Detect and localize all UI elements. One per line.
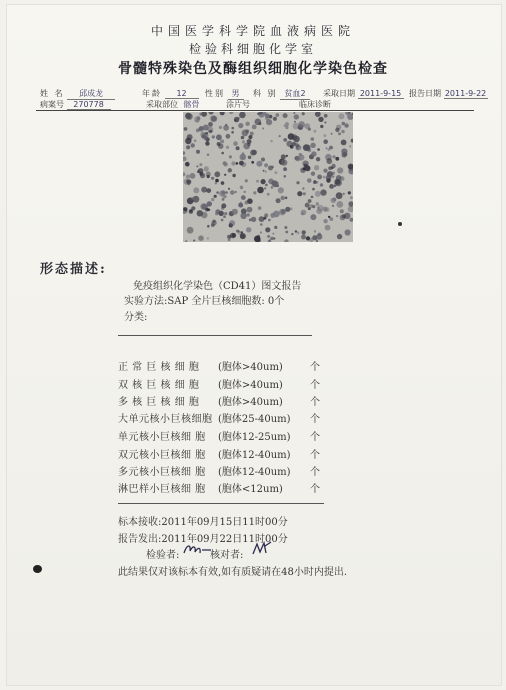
header-divider bbox=[36, 110, 474, 111]
site-label: 采取部位 bbox=[146, 100, 178, 109]
cell-size: (胞体>40um) bbox=[218, 397, 283, 408]
table-row bbox=[118, 428, 320, 443]
site-value: 髂骨 bbox=[183, 100, 200, 109]
department-name: 检验科细胞化学室 bbox=[188, 42, 317, 56]
cell-type: 双元核小巨核细 胞 bbox=[118, 450, 206, 461]
name-value: 邱成龙 bbox=[67, 88, 115, 100]
slide-no-field bbox=[226, 99, 293, 110]
cell-unit: 个 bbox=[310, 414, 320, 425]
cell-unit: 个 bbox=[310, 450, 320, 461]
sample-date-field bbox=[323, 88, 404, 99]
table-row bbox=[118, 376, 320, 391]
cell-unit: 个 bbox=[310, 362, 320, 373]
cell-size: (胞体<12um) bbox=[218, 484, 283, 495]
checker-signature bbox=[251, 540, 273, 560]
report-issued: 报告发出:2011年09月22日11时00分 bbox=[118, 534, 288, 545]
microscopy-image bbox=[183, 112, 353, 242]
sample-received: 标本接收:2011年09月15日11时00分 bbox=[118, 517, 288, 528]
table-row bbox=[118, 463, 320, 478]
cell-unit: 个 bbox=[310, 484, 320, 495]
examiner-signature bbox=[183, 541, 213, 561]
hospital-name: 中国医学科学院血液病医院 bbox=[150, 24, 355, 38]
report-title: 骨髓特殊染色及酶组织细胞化学染色检查 bbox=[118, 61, 388, 77]
table-row bbox=[118, 358, 320, 373]
cell-size: (胞体12-25um) bbox=[218, 432, 291, 443]
record-no-value: 270778 bbox=[67, 100, 111, 110]
ink-speck bbox=[398, 222, 402, 226]
cell-size: (胞体>40um) bbox=[218, 362, 283, 373]
cell-type: 大单元核小巨核细胞 bbox=[118, 414, 213, 425]
cell-type: 多 核 巨 核 细 胞 bbox=[118, 397, 200, 408]
ward-value: 贫血2 bbox=[280, 88, 310, 100]
report-category: 分类: bbox=[124, 312, 148, 323]
report-date-field bbox=[409, 88, 488, 99]
table-row bbox=[118, 410, 320, 425]
cell-unit: 个 bbox=[310, 397, 320, 408]
table-row bbox=[118, 393, 320, 408]
table-divider bbox=[118, 503, 324, 504]
site-field bbox=[146, 99, 203, 110]
table-row bbox=[118, 480, 320, 495]
report-line-title: 免疫组织化学染色（CD41）图文报告 bbox=[133, 281, 302, 292]
examiner-label: 检验者: bbox=[146, 550, 180, 561]
table-row bbox=[118, 446, 320, 461]
morphology-heading: 形态描述: bbox=[40, 262, 107, 277]
cell-type: 双 核 巨 核 细 胞 bbox=[118, 380, 200, 391]
validity-notice: 此结果仅对该标本有效,如有质疑请在48小时内提出. bbox=[118, 567, 348, 578]
sample-date-label: 采取日期 bbox=[323, 89, 355, 98]
record-no-field bbox=[40, 99, 111, 110]
sex-value: 男 bbox=[228, 88, 244, 100]
sex-label: 性别 bbox=[205, 89, 225, 98]
report-date-label: 报告日期 bbox=[409, 89, 441, 98]
cell-type: 多元核小巨核细 胞 bbox=[118, 467, 206, 478]
category-divider bbox=[118, 335, 312, 336]
record-no-label: 病案号 bbox=[40, 100, 64, 109]
diagnosis-label: 临床诊断 bbox=[299, 100, 331, 109]
cell-size: (胞体>40um) bbox=[218, 380, 283, 391]
age-field bbox=[142, 88, 199, 99]
cell-type: 淋巴样小巨核细 胞 bbox=[118, 484, 206, 495]
sample-date-value: 2011-9-15 bbox=[358, 89, 404, 99]
slide-no-label: 涂片号 bbox=[226, 100, 250, 109]
cell-size: (胞体25-40um) bbox=[218, 414, 291, 425]
ink-blot bbox=[33, 565, 42, 573]
cell-size: (胞体12-40um) bbox=[218, 450, 291, 461]
name-label: 姓 名 bbox=[40, 89, 65, 98]
cell-unit: 个 bbox=[310, 432, 320, 443]
report-method: 实验方法:SAP 全片巨核细胞数: 0个 bbox=[124, 296, 285, 307]
age-label: 年龄 bbox=[142, 89, 162, 98]
cell-unit: 个 bbox=[310, 467, 320, 478]
checker-label: 核对者: bbox=[210, 550, 244, 561]
cell-size: (胞体12-40um) bbox=[218, 467, 291, 478]
age-value: 12 bbox=[165, 89, 199, 99]
ward-label: 科 别 bbox=[253, 89, 278, 98]
diagnosis-field bbox=[299, 99, 434, 110]
cell-unit: 个 bbox=[310, 380, 320, 391]
cell-type: 正 常 巨 核 细 胞 bbox=[118, 362, 200, 373]
cell-type: 单元核小巨核细 胞 bbox=[118, 432, 206, 443]
report-date-value: 2011-9-22 bbox=[444, 89, 487, 98]
